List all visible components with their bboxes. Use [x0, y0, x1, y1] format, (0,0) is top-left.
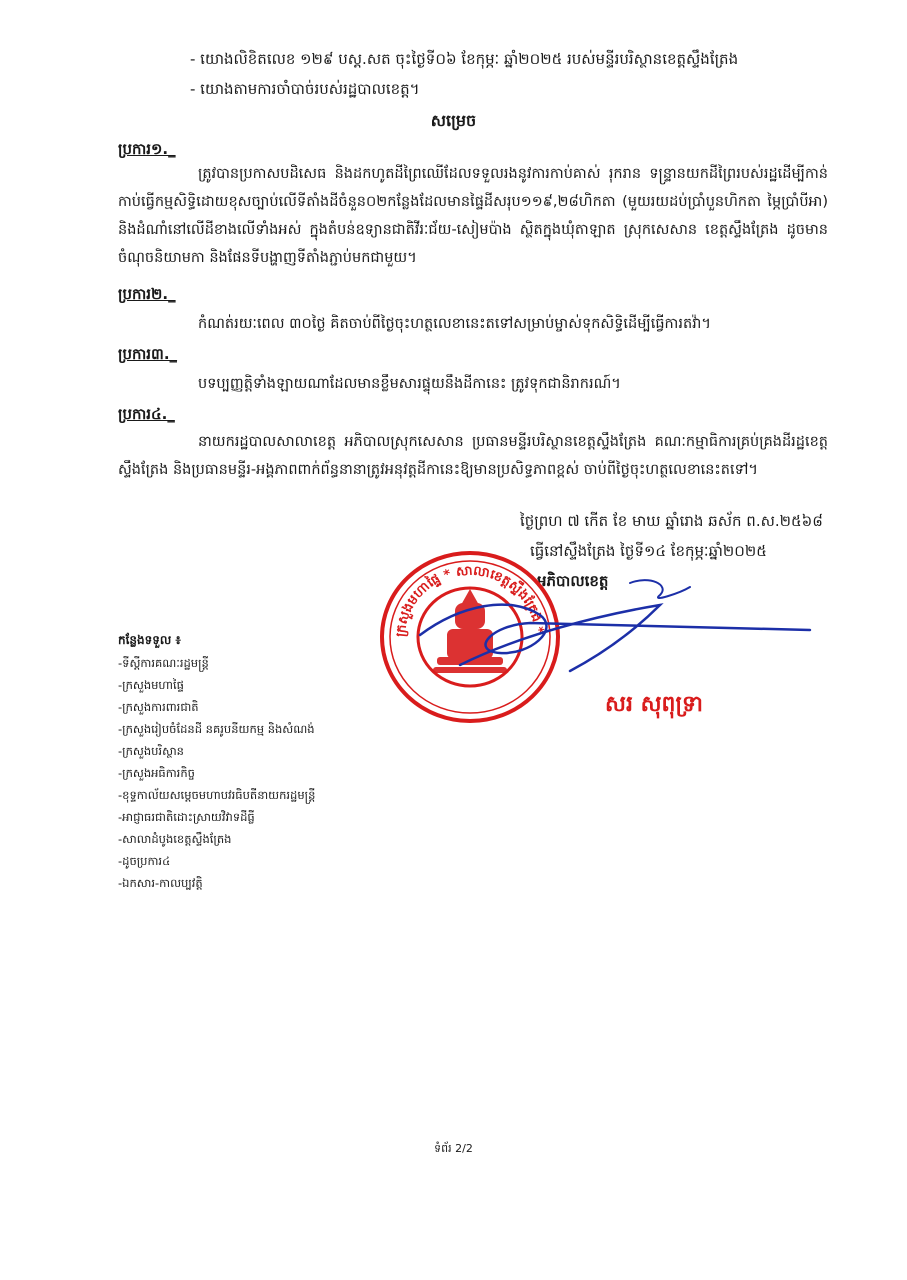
governor-title: អភិបាលខេត្ត [537, 572, 609, 590]
recipient-item: -ក្រសួងមហាផ្ទៃ [118, 678, 184, 692]
page-number: ទំព័រ 2/2 [434, 1142, 473, 1155]
recipient-item: -សាលាដំបូងខេត្តស្ទឹងត្រែង [118, 832, 232, 846]
date-solar: ធ្វើនៅស្ទឹងត្រែង ថ្ងៃទី១៤ ខែកុម្ភៈឆ្នាំ២០២៥ [530, 542, 767, 560]
decision-title: សម្រេច [430, 111, 477, 130]
article-1-body: ត្រូវបានប្រកាសបដិសេធ និងដកហូតដីព្រៃឈើដែលទទួលរងនូវការកាប់គាស់ រុករាន ទន្ទ្រានយកដីព្រៃរបស់រដ្ឋដើម្បីកាន់កាប់ធ្វើកម្មសិទ្ធិដោយខុសច្បាប់លើទីតាំងដីចំនួន០២កន្លែងដែលមានផ្ទៃដីសរុប១១៩,២៨ហិកតា (មួយរយដប់ប្រាំបួនហិកតា ម្ភៃប្រាំបីអា) និងដំណាំនៅលើដីខាងលើទាំងអស់ ក្នុងតំបន់ឧទ្យានជាតិវីរៈជ័យ-សៀមប៉ាង ស្ថិតក្នុងឃុំតាឡាត ស្រុកសេសាន ខេត្តស្ទឹងត្រែង ដូចមានចំណុចនិយាមកា និងផែនទីបង្ហាញទីតាំងភ្ជាប់មកជាមួយ។ [118, 166, 828, 266]
reference-line-2: - យោងតាមការចាំបាច់របស់រដ្ឋបាលខេត្ត។ [190, 80, 420, 98]
recipient-item: -ក្រសួងរៀបចំដែនដី នគរូបនីយកម្ម និងសំណង់ [118, 722, 315, 736]
recipients-list [118, 652, 315, 894]
handwritten-signature [400, 575, 820, 695]
article-2-body: កំណត់រយៈពេល ៣០ថ្ងៃ គិតចាប់ពីថ្ងៃចុះហត្ថលេខានេះតទៅសម្រាប់ម្ចាស់ទុកសិទ្ធិដើម្បីធ្វើការតវ៉ា។ [198, 316, 711, 332]
recipient-item: -ទីស្តីការគណៈរដ្ឋមន្ត្រី [118, 656, 209, 670]
signer-name: សរ សុពុទ្រា [605, 692, 704, 717]
article-3-text [118, 370, 828, 398]
article-4-heading: ប្រការ៤._ [118, 405, 175, 423]
article-4-body: នាយករដ្ឋបាលសាលាខេត្ត អភិបាលស្រុកសេសាន ប្រធានមន្ទីរបរិស្ថានខេត្តស្ទឹងត្រែង គណៈកម្មាធិការគ្រប់គ្រងដីរដ្ឋខេត្តស្ទឹងត្រែង និងប្រធានមន្ទីរ-អង្គភាពពាក់ព័ន្ធនានាត្រូវអនុវត្តដីកានេះឱ្យមានប្រសិទ្ធភាពខ្ពស់ ចាប់ពីថ្ងៃចុះហត្ថលេខានេះតទៅ។ [118, 434, 828, 478]
recipient-item: -ក្រសួងការពារជាតិ [118, 700, 199, 714]
recipient-item: -ក្រសួងបរិស្ថាន [118, 744, 184, 758]
article-1-heading: ប្រការ១._ [118, 140, 176, 158]
article-4-text [118, 428, 828, 484]
article-2-text [118, 310, 828, 338]
recipient-item: -ខុទ្ទកាល័យសម្តេចមហាបវរធិបតីនាយករដ្ឋមន្ត្រី [118, 788, 316, 802]
recipient-item: -ក្រសួងអធិការកិច្ច [118, 766, 195, 780]
article-1-text [118, 160, 828, 272]
recipient-item: -ដូចប្រការ៤ [118, 854, 171, 868]
article-3-body: បទប្បញ្ញត្តិទាំងឡាយណាដែលមានខ្លឹមសារផ្ទុយនឹងដីកានេះ ត្រូវទុកជានិរាករណ៍។ [198, 376, 621, 392]
seal-text: ក្រសួងមហាផ្ទៃ * សាលាខេត្តស្ទឹងត្រែង * [393, 563, 546, 638]
article-2-heading: ប្រការ២._ [118, 285, 176, 303]
article-3-heading: ប្រការ៣._ [118, 345, 178, 363]
recipients-title: កន្លែងទទួល ៖ [118, 633, 181, 647]
reference-line-1: - យោងលិខិតលេខ ១២៩ បស្ត.សត ចុះថ្ងៃទី០៦ ខែកុម្ភៈ ឆ្នាំ២០២៥ របស់មន្ទីរបរិស្ថានខេត្តស្ទឹងត្រែង [190, 50, 739, 68]
recipient-item: -អាជ្ញាធរជាតិដោះស្រាយវិវាទដីធ្លី [118, 810, 255, 824]
date-lunar: ថ្ងៃព្រហ ៧ កើត ខែ មាឃ ឆ្នាំរោង ឆស័ក ព.ស.២៥៦៨ [520, 512, 823, 530]
recipient-item: -ឯកសារ-កាលប្បវត្តិ [118, 876, 203, 890]
